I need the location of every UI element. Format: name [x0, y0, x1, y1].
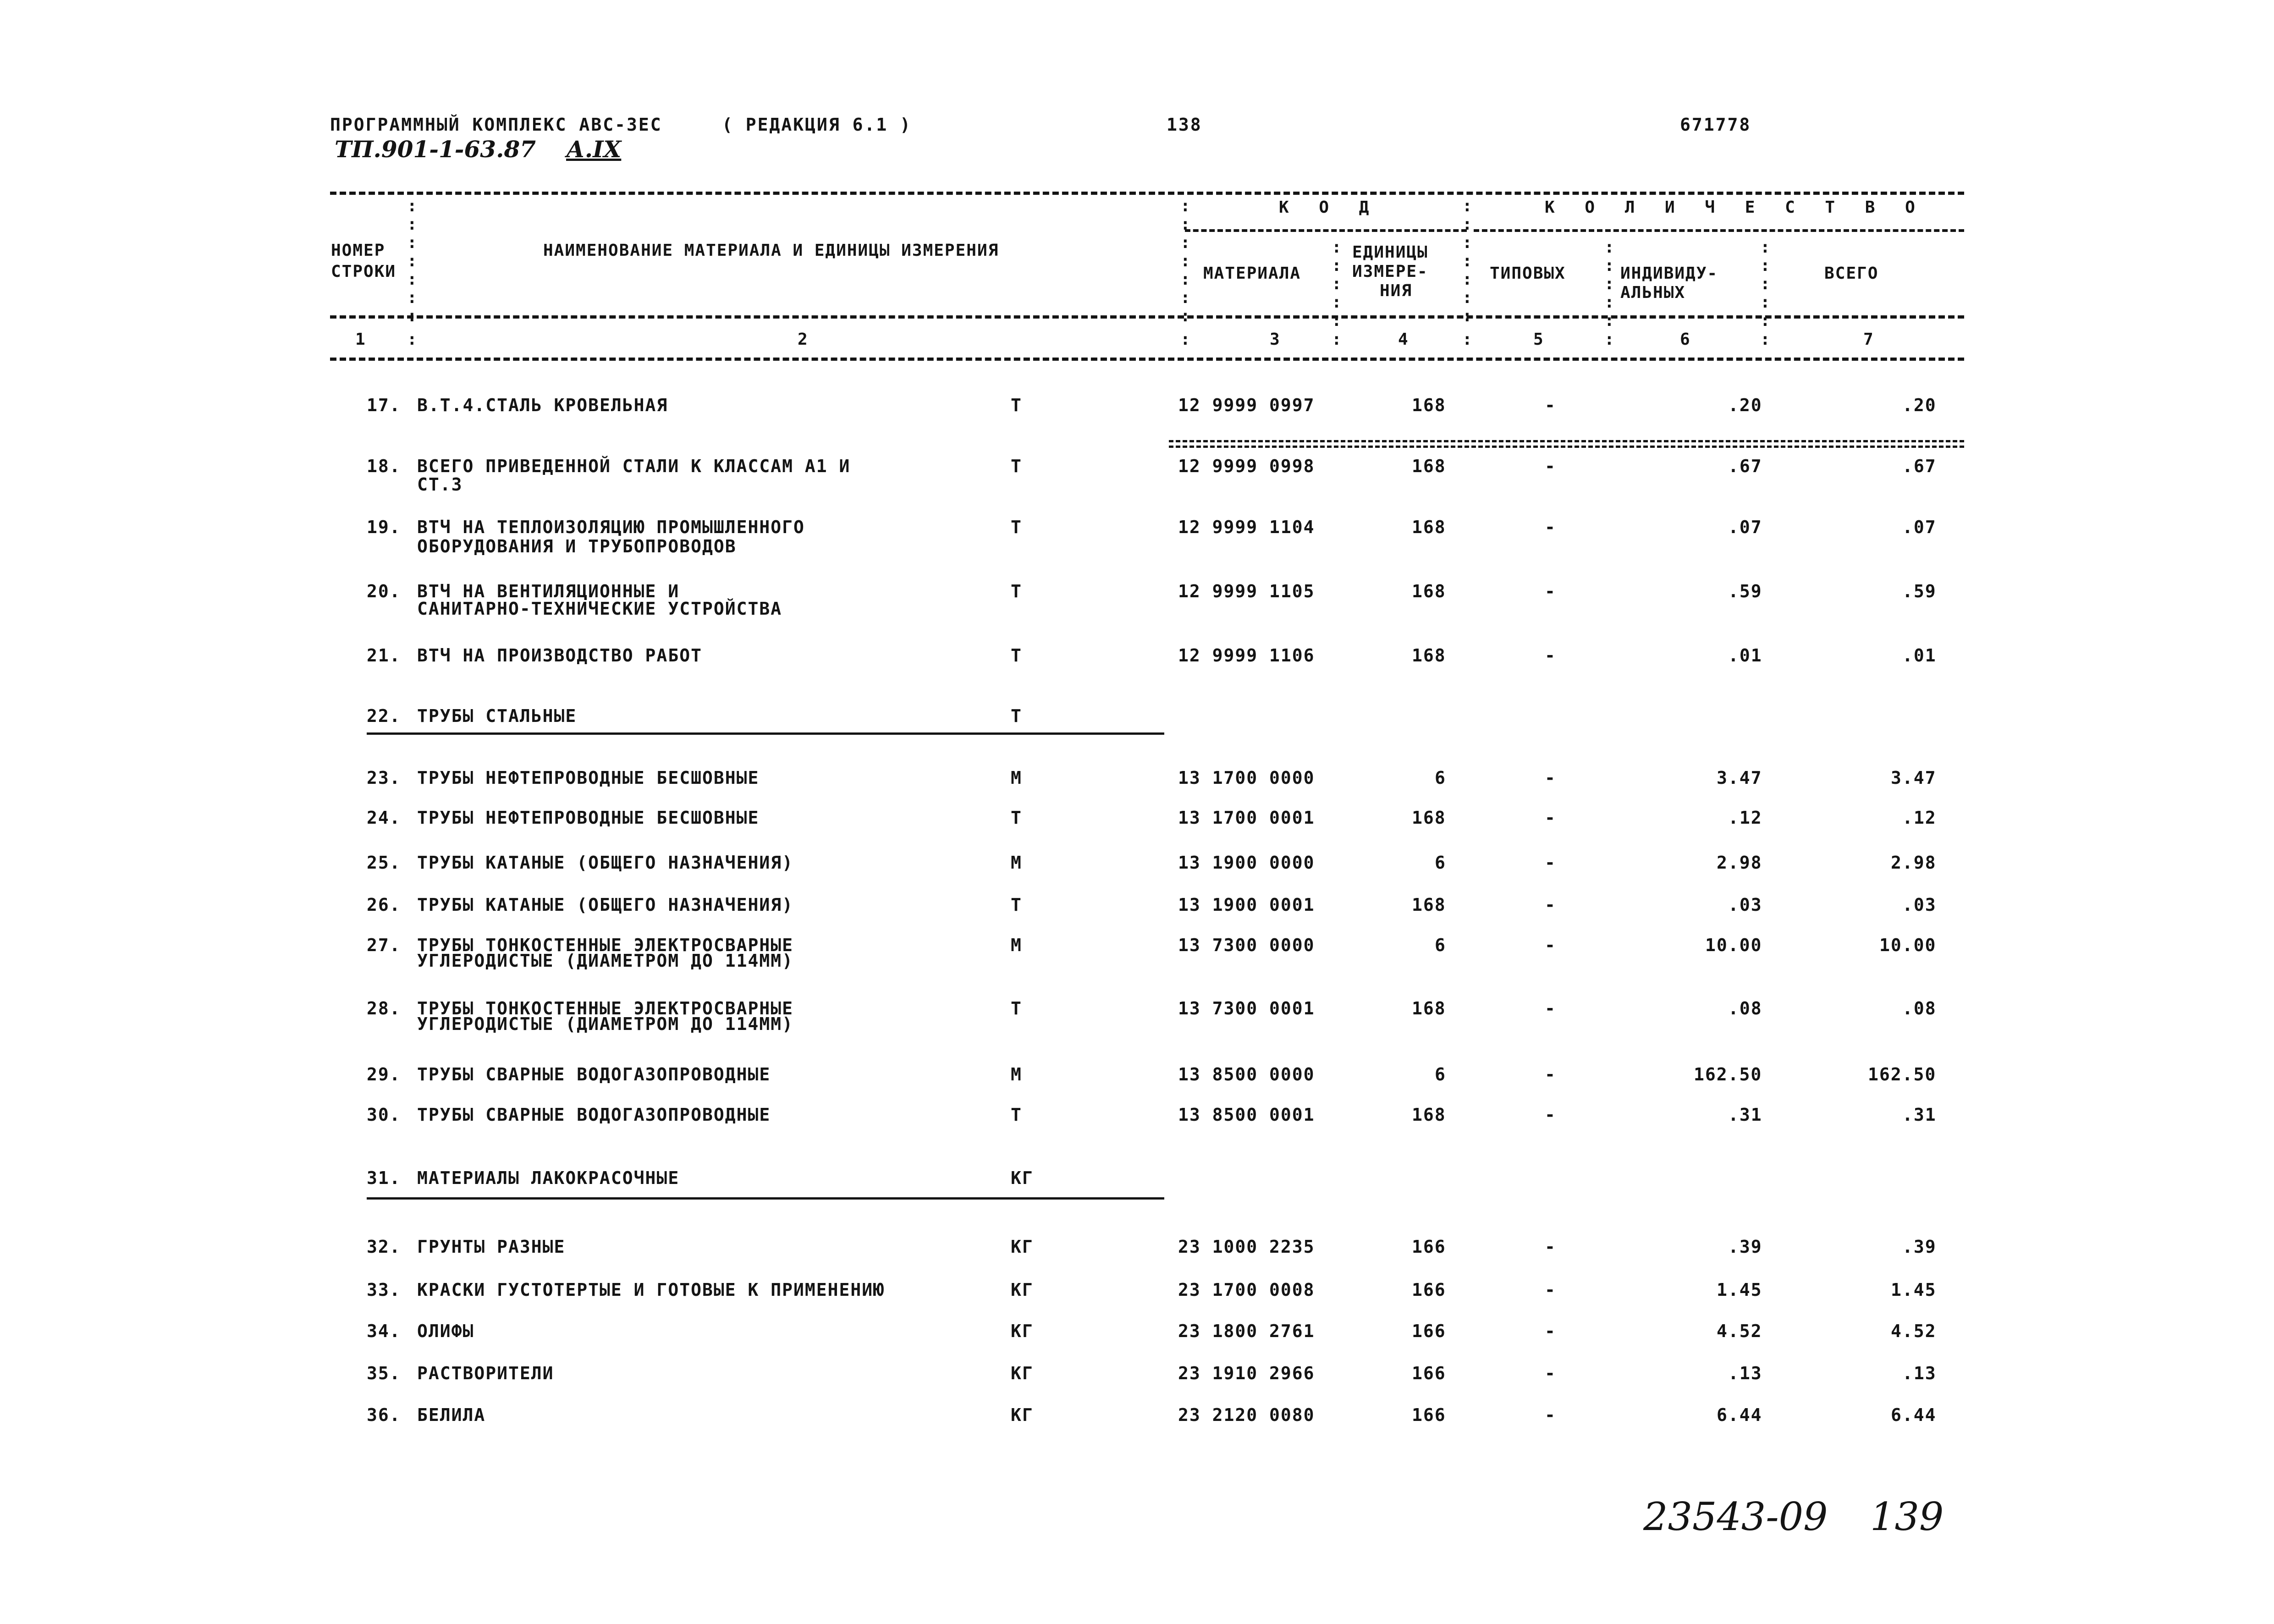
- header-code-group: К О Д: [1279, 198, 1379, 217]
- header-separator: : : : : :: [1604, 238, 1614, 330]
- row-typical: -: [1545, 808, 1556, 828]
- row-total: 162.50: [1868, 1064, 1937, 1085]
- row-total: .07: [1902, 517, 1937, 537]
- row-unit-code: 168: [1412, 895, 1446, 915]
- total-divider-upper: [1169, 440, 1964, 442]
- row-total: 10.00: [1879, 935, 1937, 955]
- row-unit: Т: [1011, 808, 1022, 828]
- row-unit: Т: [1011, 395, 1022, 415]
- row-name: ТРУБЫ КАТАНЫЕ (ОБЩЕГО НАЗНАЧЕНИЯ): [417, 853, 793, 873]
- row-unit: Т: [1011, 998, 1022, 1018]
- header-name: НАИМЕНОВАНИЕ МАТЕРИАЛА И ЕДИНИЦЫ ИЗМЕРЕНИЯ: [543, 241, 999, 260]
- colnum-separator: :: [407, 330, 417, 349]
- row-number: 20.: [367, 581, 401, 601]
- handwritten-page: 139: [1870, 1494, 1944, 1539]
- row-individual: 162.50: [1694, 1064, 1762, 1085]
- row-name: ТРУБЫ ТОНКОСТЕННЫЕ ЭЛЕКТРОСВАРНЫЕ: [417, 998, 793, 1018]
- row-material-code: 13 1900 0000: [1178, 853, 1315, 873]
- row-typical: -: [1545, 1105, 1556, 1125]
- row-number: 35.: [367, 1363, 401, 1383]
- header-indiv-2: АЛЬНЫХ: [1620, 283, 1686, 302]
- row-number: 32.: [367, 1237, 401, 1257]
- row-unit: КГ: [1011, 1280, 1034, 1300]
- row-name: ТРУБЫ НЕФТЕПРОВОДНЫЕ БЕСШОВНЫЕ: [417, 768, 760, 788]
- row-material-code: 12 9999 1105: [1178, 581, 1315, 601]
- row-typical: -: [1545, 517, 1556, 537]
- row-typical: -: [1545, 581, 1556, 601]
- row-number: 25.: [367, 853, 401, 873]
- group-underline: [367, 1197, 1164, 1200]
- header-total: ВСЕГО: [1824, 264, 1879, 283]
- row-name: ТРУБЫ СВАРНЫЕ ВОДОГАЗОПРОВОДНЫЕ: [417, 1064, 771, 1085]
- row-material-code: 13 8500 0001: [1178, 1105, 1315, 1125]
- row-number: 19.: [367, 517, 401, 537]
- row-total: .08: [1902, 998, 1937, 1018]
- row-name: ВТЧ НА ПРОИЗВОДСТВО РАБОТ: [417, 645, 702, 666]
- row-unit-code: 168: [1412, 517, 1446, 537]
- header-row-no-1: НОМЕР: [331, 241, 385, 260]
- row-typical: -: [1545, 1405, 1556, 1425]
- row-total: .39: [1902, 1237, 1937, 1257]
- row-typical: -: [1545, 1321, 1556, 1341]
- row-unit: Т: [1011, 456, 1022, 476]
- row-individual: .01: [1728, 645, 1762, 666]
- row-number: 26.: [367, 895, 401, 915]
- row-typical: -: [1545, 998, 1556, 1018]
- header-unit-2: ИЗМЕРЕ-: [1352, 262, 1428, 281]
- row-number: 27.: [367, 935, 401, 955]
- row-number: 18.: [367, 456, 401, 476]
- colnum-separator: :: [1332, 330, 1342, 349]
- row-total: .31: [1902, 1105, 1937, 1125]
- row-individual: .12: [1728, 808, 1762, 828]
- project-code: ТП.901-1-63.87: [335, 136, 536, 163]
- row-unit-code: 166: [1412, 1321, 1446, 1341]
- row-typical: -: [1545, 768, 1556, 788]
- row-name: БЕЛИЛА: [417, 1405, 486, 1425]
- row-number: 33.: [367, 1280, 401, 1300]
- row-name-cont: САНИТАРНО-ТЕХНИЧЕСКИЕ УСТРОЙСТВА: [417, 599, 782, 619]
- row-unit: КГ: [1011, 1237, 1034, 1257]
- row-typical: -: [1545, 1363, 1556, 1383]
- row-number: 23.: [367, 768, 401, 788]
- row-name: КРАСКИ ГУСТОТЕРТЫЕ И ГОТОВЫЕ К ПРИМЕНЕНИЮ: [417, 1280, 885, 1300]
- row-material-code: 12 9999 0997: [1178, 395, 1315, 415]
- row-material-code: 23 1800 2761: [1178, 1321, 1315, 1341]
- col-number-3: 3: [1270, 330, 1281, 349]
- row-individual: 2.98: [1717, 853, 1762, 873]
- row-number: 28.: [367, 998, 401, 1018]
- row-unit-code: 166: [1412, 1363, 1446, 1383]
- row-unit-code: 166: [1412, 1405, 1446, 1425]
- row-name: ВТЧ НА ВЕНТИЛЯЦИОННЫЕ И: [417, 581, 680, 601]
- row-unit: КГ: [1011, 1363, 1034, 1383]
- qty-group-rule: [1474, 229, 1964, 232]
- row-number: 21.: [367, 645, 401, 666]
- row-unit: КГ: [1011, 1405, 1034, 1425]
- row-unit-code: 168: [1412, 998, 1446, 1018]
- colnum-separator: :: [1462, 330, 1472, 349]
- row-total: .67: [1902, 456, 1937, 476]
- row-name-cont: УГЛЕРОДИСТЫЕ (ДИАМЕТРОМ ДО 114ММ): [417, 951, 793, 971]
- doc-code: 671778: [1680, 115, 1751, 135]
- row-name: ТРУБЫ СВАРНЫЕ ВОДОГАЗОПРОВОДНЫЕ: [417, 1105, 771, 1125]
- header-separator: : : : : :: [1760, 238, 1770, 330]
- row-typical: -: [1545, 935, 1556, 955]
- row-typical: -: [1545, 395, 1556, 415]
- col-number-6: 6: [1680, 330, 1691, 349]
- header-unit-3: НИЯ: [1380, 281, 1413, 300]
- row-unit: Т: [1011, 645, 1022, 666]
- row-number: 36.: [367, 1405, 401, 1425]
- row-name: ТРУБЫ ТОНКОСТЕННЫЕ ЭЛЕКТРОСВАРНЫЕ: [417, 935, 793, 955]
- row-unit-code: 6: [1435, 768, 1446, 788]
- row-unit: КГ: [1011, 1168, 1034, 1188]
- row-unit-code: 168: [1412, 1105, 1446, 1125]
- header-material: МАТЕРИАЛА: [1203, 264, 1301, 283]
- page-number: 138: [1167, 115, 1202, 135]
- table-top-rule: [330, 192, 1964, 195]
- row-material-code: 12 9999 1106: [1178, 645, 1315, 666]
- row-total: 2.98: [1891, 853, 1937, 873]
- row-individual: 10.00: [1705, 935, 1762, 955]
- row-name: ТРУБЫ КАТАНЫЕ (ОБЩЕГО НАЗНАЧЕНИЯ): [417, 895, 793, 915]
- row-name: ТРУБЫ НЕФТЕПРОВОДНЫЕ БЕСШОВНЫЕ: [417, 808, 760, 828]
- row-name: ВТЧ НА ТЕПЛОИЗОЛЯЦИЮ ПРОМЫШЛЕННОГО: [417, 517, 805, 537]
- row-individual: .03: [1728, 895, 1762, 915]
- group-underline: [367, 732, 1164, 735]
- row-individual: .07: [1728, 517, 1762, 537]
- row-total: .03: [1902, 895, 1937, 915]
- row-total: 1.45: [1891, 1280, 1937, 1300]
- row-name: ОЛИФЫ: [417, 1321, 474, 1341]
- row-total: 3.47: [1891, 768, 1937, 788]
- row-unit: М: [1011, 853, 1022, 873]
- row-number: 31.: [367, 1168, 401, 1188]
- row-name: ВСЕГО ПРИВЕДЕННОЙ СТАЛИ К КЛАССАМ А1 И: [417, 456, 851, 476]
- row-unit: М: [1011, 1064, 1022, 1085]
- colnum-separator: :: [1180, 330, 1190, 349]
- row-typical: -: [1545, 895, 1556, 915]
- total-divider-lower: [1169, 446, 1964, 448]
- header-typical: ТИПОВЫХ: [1490, 264, 1566, 283]
- row-unit-code: 168: [1412, 645, 1446, 666]
- col-number-5: 5: [1533, 330, 1544, 349]
- header-qty-group: К О Л И Ч Е С Т В О: [1545, 198, 1925, 217]
- header-separator: : : : : :: [1332, 238, 1342, 330]
- row-unit-code: 6: [1435, 935, 1446, 955]
- row-material-code: 23 1000 2235: [1178, 1237, 1315, 1257]
- row-unit: Т: [1011, 1105, 1022, 1125]
- row-material-code: 13 1700 0001: [1178, 808, 1315, 828]
- row-name-cont: ОБОРУДОВАНИЯ И ТРУБОПРОВОДОВ: [417, 536, 737, 556]
- row-number: 22.: [367, 706, 401, 726]
- row-individual: 6.44: [1717, 1405, 1762, 1425]
- row-typical: -: [1545, 1280, 1556, 1300]
- row-total: .59: [1902, 581, 1937, 601]
- row-individual: .20: [1728, 395, 1762, 415]
- row-individual: .13: [1728, 1363, 1762, 1383]
- row-individual: .31: [1728, 1105, 1762, 1125]
- row-material-code: 13 1700 0000: [1178, 768, 1315, 788]
- row-unit-code: 168: [1412, 808, 1446, 828]
- col-number-4: 4: [1398, 330, 1409, 349]
- album-label: А.IX: [566, 136, 622, 163]
- row-material-code: 13 7300 0000: [1178, 935, 1315, 955]
- row-individual: .08: [1728, 998, 1762, 1018]
- row-number: 17.: [367, 395, 401, 415]
- row-total: 4.52: [1891, 1321, 1937, 1341]
- row-individual: .39: [1728, 1237, 1762, 1257]
- row-unit: Т: [1011, 706, 1022, 726]
- row-unit-code: 6: [1435, 1064, 1446, 1085]
- col-number-1: 1: [355, 330, 366, 349]
- row-name: МАТЕРИАЛЫ ЛАКОКРАСОЧНЫЕ: [417, 1168, 680, 1188]
- row-name: В.Т.4.СТАЛЬ КРОВЕЛЬНАЯ: [417, 395, 668, 415]
- col-number-2: 2: [798, 330, 809, 349]
- edition-label: ( РЕДАКЦИЯ 6.1 ): [722, 115, 912, 135]
- row-individual: .59: [1728, 581, 1762, 601]
- row-name: ГРУНТЫ РАЗНЫЕ: [417, 1237, 566, 1257]
- header-separator: : : : : : : :: [1462, 197, 1472, 325]
- row-unit: Т: [1011, 517, 1022, 537]
- row-number: 24.: [367, 808, 401, 828]
- row-number: 34.: [367, 1321, 401, 1341]
- header-separator: : : : : : : :: [407, 197, 417, 325]
- row-unit-code: 168: [1412, 395, 1446, 415]
- code-group-rule: [1185, 229, 1467, 232]
- row-typical: -: [1545, 1064, 1556, 1085]
- row-material-code: 13 1900 0001: [1178, 895, 1315, 915]
- row-unit-code: 166: [1412, 1280, 1446, 1300]
- row-typical: -: [1545, 456, 1556, 476]
- row-material-code: 23 1700 0008: [1178, 1280, 1315, 1300]
- row-material-code: 23 2120 0080: [1178, 1405, 1315, 1425]
- row-typical: -: [1545, 1237, 1556, 1257]
- row-material-code: 13 8500 0000: [1178, 1064, 1315, 1085]
- colnum-separator: :: [1604, 330, 1614, 349]
- row-material-code: 12 9999 0998: [1178, 456, 1315, 476]
- row-total: .20: [1902, 395, 1937, 415]
- row-number: 30.: [367, 1105, 401, 1125]
- header-row-no-2: СТРОКИ: [331, 262, 396, 281]
- row-name-cont: УГЛЕРОДИСТЫЕ (ДИАМЕТРОМ ДО 114ММ): [417, 1014, 793, 1034]
- row-individual: 3.47: [1717, 768, 1762, 788]
- colnum-separator: :: [1760, 330, 1770, 349]
- row-unit: М: [1011, 768, 1022, 788]
- row-material-code: 13 7300 0001: [1178, 998, 1315, 1018]
- row-unit: КГ: [1011, 1321, 1034, 1341]
- col-number-7: 7: [1863, 330, 1874, 349]
- row-total: .01: [1902, 645, 1937, 666]
- row-material-code: 23 1910 2966: [1178, 1363, 1315, 1383]
- row-unit-code: 168: [1412, 456, 1446, 476]
- row-typical: -: [1545, 853, 1556, 873]
- table-colnum-rule: [330, 358, 1964, 361]
- header-separator: : : : : : : :: [1180, 197, 1190, 325]
- row-unit-code: 6: [1435, 853, 1446, 873]
- row-typical: -: [1545, 645, 1556, 666]
- row-name: РАСТВОРИТЕЛИ: [417, 1363, 554, 1383]
- program-title: ПРОГРАММНЫЙ КОМПЛЕКС АВС-3ЕС: [330, 115, 662, 135]
- table-header-rule: [330, 315, 1964, 319]
- header-unit-1: ЕДИНИЦЫ: [1352, 243, 1428, 262]
- row-unit: М: [1011, 935, 1022, 955]
- row-unit: Т: [1011, 895, 1022, 915]
- row-total: 6.44: [1891, 1405, 1937, 1425]
- handwritten-number: 23543-09: [1643, 1494, 1828, 1539]
- row-unit-code: 166: [1412, 1237, 1446, 1257]
- row-total: .13: [1902, 1363, 1937, 1383]
- row-individual: .67: [1728, 456, 1762, 476]
- row-individual: 4.52: [1717, 1321, 1762, 1341]
- header-indiv-1: ИНДИВИДУ-: [1620, 264, 1718, 283]
- row-name: ТРУБЫ СТАЛЬНЫЕ: [417, 706, 577, 726]
- row-unit: Т: [1011, 581, 1022, 601]
- row-total: .12: [1902, 808, 1937, 828]
- row-unit-code: 168: [1412, 581, 1446, 601]
- row-number: 29.: [367, 1064, 401, 1085]
- row-name-cont: СТ.3: [417, 474, 463, 495]
- row-material-code: 12 9999 1104: [1178, 517, 1315, 537]
- row-individual: 1.45: [1717, 1280, 1762, 1300]
